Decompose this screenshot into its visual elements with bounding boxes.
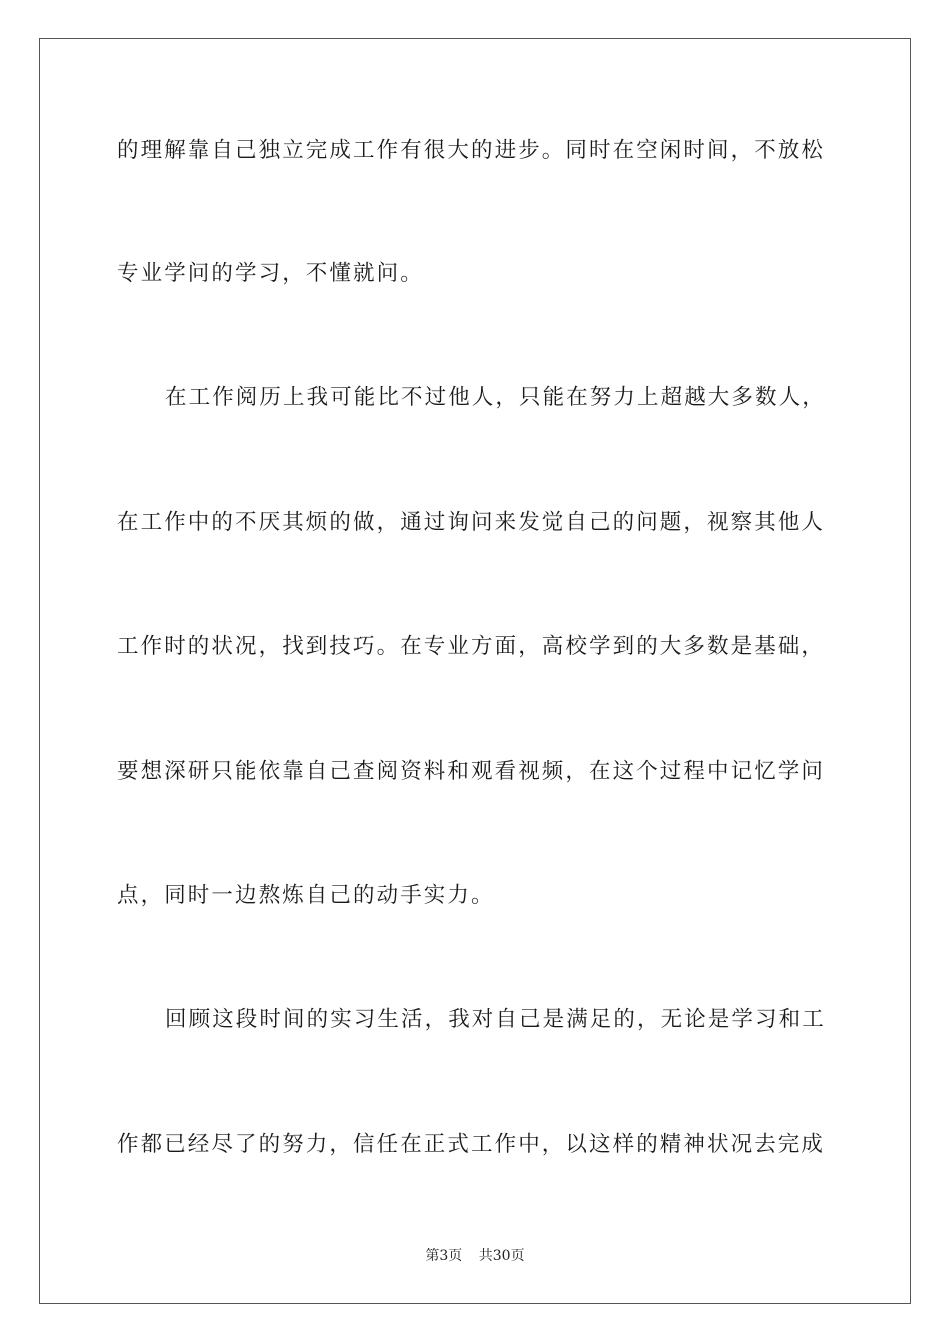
text-line: 的理解靠自己独立完成工作有很大的进步。同时在空闲时间，不放松 (117, 138, 826, 163)
page-footer (0, 1246, 950, 1266)
paragraph-start-line: 在工作阅历上我可能比不过他人，只能在努力上超越大多数人， (165, 385, 826, 410)
page-total: 共30页 (478, 1248, 525, 1264)
text-line: 在工作中的不厌其烦的做，通过询问来发觉自己的问题，视察其他人 (117, 510, 826, 535)
text-line: 点，同时一边熬炼自己的动手实力。 (117, 883, 495, 908)
text-line: 要想深研只能依靠自己查阅资料和观看视频，在这个过程中记忆学问 (117, 759, 826, 784)
page-number: 第3页 (425, 1248, 463, 1264)
text-line: 作都已经尽了的努力，信任在正式工作中，以这样的精神状况去完成 (117, 1132, 826, 1157)
text-line: 工作时的状况，找到技巧。在专业方面，高校学到的大多数是基础， (117, 634, 826, 659)
text-line: 专业学问的学习，不懂就问。 (117, 261, 424, 286)
paragraph-start-line: 回顾这段时间的实习生活，我对自己是满足的，无论是学习和工 (165, 1007, 826, 1032)
page-frame (39, 38, 911, 1304)
